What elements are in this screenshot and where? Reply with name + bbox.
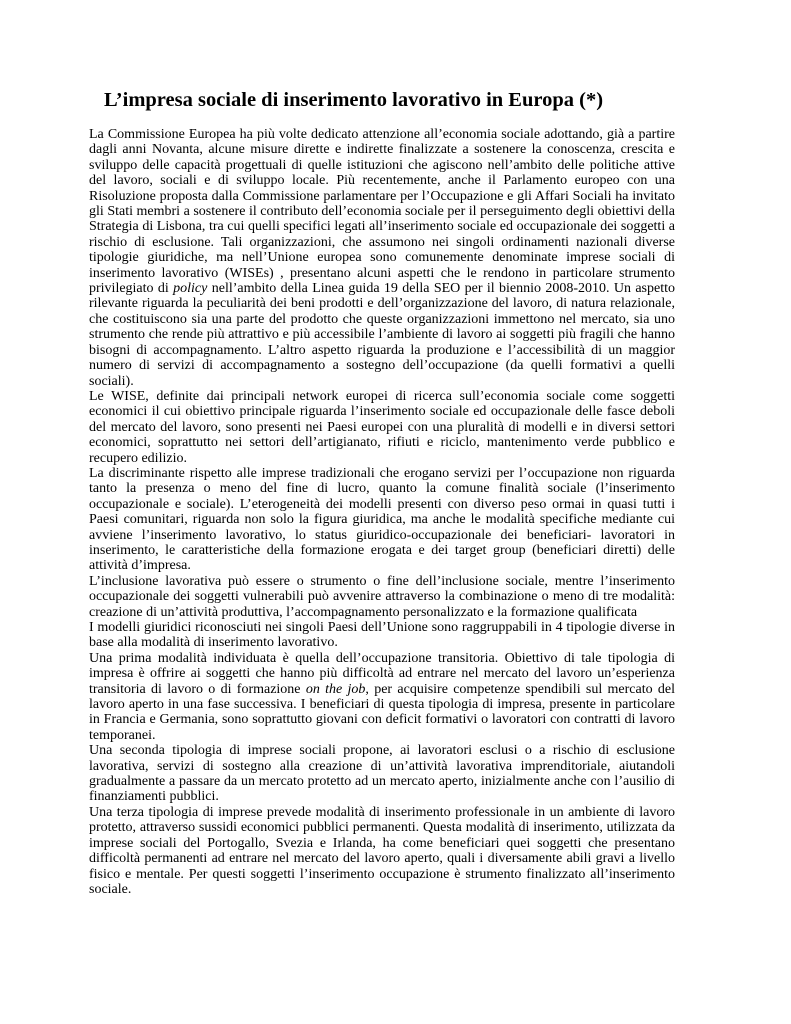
document-title: L’impresa sociale di inserimento lavorativo in Europa (*) (104, 89, 604, 111)
paragraph-text: Una prima modalità individuata è quella dell’occupazione transitoria. Obiettivo di tale tipologia di impresa è offrire ai soggetti che hanno più difficoltà ad entrare nel mercato del lavoro un’esperienza transitoria di lavoro o di formazione (89, 650, 675, 697)
document-body (89, 127, 675, 897)
paragraph-text: Le WISE, definite dai principali network europei di ricerca sull’economia sociale come soggetti economici il cui obiettivo principale riguarda l’inserimento sociale ed occupazionale delle fasce deboli del mercato del lavoro, sono presenti nei Paesi europei con una pluralità di modelli e in diversi settori economici, soprattutto nei settori dell’artigianato, rifiuti e riciclo, mantenimento verde pubblico e recupero edilizio. (89, 388, 675, 466)
paragraph-text: La Commissione Europea ha più volte dedicato attenzione all’economia sociale adottando, già a partire dagli anni Novanta, alcune misure dirette e indirette finalizzate a sostenere la conoscenza, crescita e sviluppo delle capacità progettuali di quelle istituzioni che agiscono nell’ambito delle politiche attive del lavoro, sociali e di sviluppo locale. Più recentemente, anche il Parlamento europeo con una Risoluzione proposta dalla Commissione parlamentare per l’Occupazione e gli Affari Sociali ha invitato gli Stati membri a sostenere il contributo dell’economia sociale per il perseguimento degli obiettivi della Strategia di Lisbona, tra cui quelli specifici legati all’inserimento sociale ed occupazionale dei soggetti a rischio di esclusione. Tali organizzazioni, che assumono nei singoli ordinamenti nazionali diverse tipologie giuridiche, ma nell’Unione europea sono comunemente denominate imprese sociali di inserimento lavorativo (WISEs) , presentano alcuni aspetti che le rendono in particolare strumento privilegiato di (89, 127, 675, 297)
emphasized-text: policy (173, 281, 208, 297)
paragraph-text: L’inclusione lavorativa può essere o strumento o fine dell’inclusione sociale, mentre l’inserimento occupazionale dei soggetti vulnerabili può avvenire attraverso la combinazione o meno di tre modalità: creazione di un’attività produttiva, l’accompagnamento personalizzato e la formazione qualificata (89, 573, 675, 620)
emphasized-text: on the job (305, 681, 366, 697)
paragraph-inclusion (89, 574, 675, 620)
paragraph-discriminant (89, 466, 675, 574)
paragraph-third-type (89, 805, 675, 897)
paragraph-text: I modelli giuridici riconosciuti nei singoli Paesi dell’Unione sono raggruppabili in 4 tipologie diverse in base alla modalità di inserimento lavorativo. (89, 620, 675, 651)
paragraph-text: nell’ambito della Linea guida 19 della SEO per il biennio 2008-2010. Un aspetto rilevante riguarda la peculiarità dei beni prodotti e dell’organizzazione del lavoro, di natura relazionale, che costituiscono sia una parte del prodotto che queste organizzazioni immettono nel mercato, sia uno strumento che rende più attrattivo e più accessibile l’ambiente di lavoro ai soggetti più fragili che hanno bisogni di accompagnamento. L’altro aspetto riguarda la produzione e l’accessibilità di un maggior numero di servizi di accompagnamento a sostegno dell’occupazione (da quelli formativi a quelli sociali). (89, 281, 675, 389)
paragraph-first-type (89, 651, 675, 743)
paragraph-legal-models (89, 620, 675, 651)
paragraph-text: Una seconda tipologia di imprese sociali propone, ai lavoratori esclusi o a rischio di esclusione lavorativa, servizi di sostegno alla creazione di un’attività lavorativa imprenditoriale, aiutandoli gradualmente a passare da un mercato protetto ad un mercato aperto, inizialmente anche con l’ausilio di finanziamenti pubblici. (89, 743, 675, 805)
paragraph-text: La discriminante rispetto alle imprese tradizionali che erogano servizi per l’occupazione non riguarda tanto la presenza o meno del fine di lucro, quanto la comune finalità sociale (l’inserimento occupazionale e sociale). L’eterogeneità dei modelli presenti con diverso peso ormai in quasi tutti i Paesi comunitari, riguarda non solo la figura giuridica, ma anche le modalità specifiche mediante cui avviene l’inserimento lavorativo, lo status giuridico-occupazionale dei beneficiari- lavoratori in inserimento, le caratteristiche della formazione erogata e dei target group (beneficiari diretti) delle attività d’impresa. (89, 465, 675, 574)
paragraph-text: Una terza tipologia di imprese prevede modalità di inserimento professionale in un ambiente di lavoro protetto, attraverso sussidi economici pubblici permanenti. Questa modalità di inserimento, utilizzata da imprese sociali del Portogallo, Svezia e Irlanda, ha come beneficiari quei soggetti che presentano difficoltà permanenti ad entrare nel mercato del lavoro aperto, quali i diversamente abili gravi a livello fisico e mentale. Per questi soggetti l’inserimento occupazione è strumento finalizzato all’inserimento sociale. (89, 804, 675, 897)
paragraph-text: , per acquisire competenze spendibili sul mercato del lavoro aperto in una fase successiva. I beneficiari di questa tipologia di impresa, presente in particolare in Francia e Germania, sono soprattutto giovani con deficit formativi o lavoratori con contratti di lavoro temporanei. (89, 681, 675, 743)
paragraph-wise-definition (89, 389, 675, 466)
paragraph-second-type (89, 743, 675, 805)
paragraph-intro (89, 127, 675, 389)
